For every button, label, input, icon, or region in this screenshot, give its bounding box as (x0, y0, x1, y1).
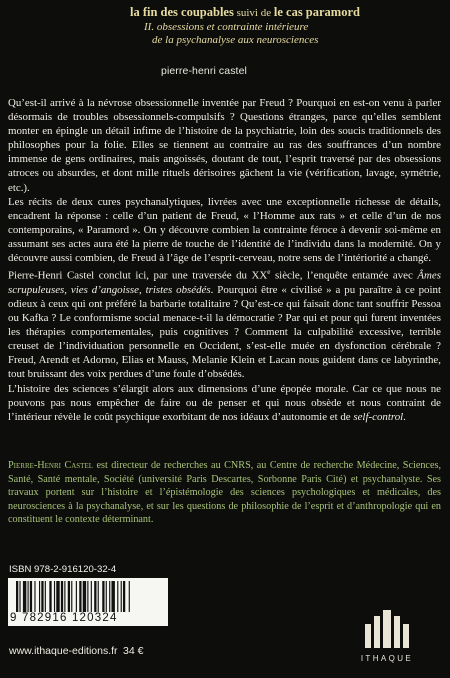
blurb-p4-text-b: . (403, 410, 406, 423)
blurb (8, 96, 441, 424)
bio-text: est directeur de recherches au CNRS, au Centre de recherche Médecine, Sciences, Santé, Santé mentale, Société (université Paris Descartes, Sorbonne Paris Cité) et psychanalyste. Ses travaux portent sur l’histoire et l’épistémologie des sciences psychologiques et médicales, des neurosciences à la psychanalyse, et sur les questions de philosophie de l’esprit et d’anthropologie qui en constituent le contexte déterminant. (8, 460, 441, 525)
blurb-p3-text-c: . Pourquoi être « civilisé » a pu paraître à ce point odieux à ceux qui ont préféré la barbarie totalitaire ? Qu’est-ce qui faisait donc tant souffrir Pessoa ou Kafka ? Le conformisme social menace-t-il la démocratie ? Par qui et pour qui furent inventées les thérapies comportementales, puis cognitives ? Comment la culpabilité excessive, terrible creuset de l’individuation personnelle en Occident, s’est-elle muée en dysfonction cérébrale ? Freud, Arendt et Adorno, Elias et Mauss, Melanie Klein et Lacan nous guident dans ce labyrinthe, tout bruissant des voix perdues d’une foule d’obsédés. (8, 283, 442, 381)
bio-paragraph (8, 459, 441, 527)
title-second: le cas paramord (273, 5, 360, 19)
price: 34 € (123, 645, 144, 657)
subtitle-line-1: II. obsessions et contrainte intérieure (144, 21, 309, 33)
isbn: ISBN 978-2-916120-32-4 (9, 564, 117, 575)
blurb-p3-text-a: Pierre-Henri Castel conclut ici, par une traversée du XX (8, 269, 268, 282)
barcode-digits: 9 782916 120324 (10, 612, 166, 624)
blurb-paragraph-2: Les récits de deux cures psychanalytiques, livrées avec une exceptionnelle richesse de détails, encadrent la réponse : celle d’un patient de Freud, « l’Homme aux rats » et celle d’un de nos contemporains, « Paramord ». On y découvre combien la contrainte féroce à devenir soi-même en assumant ses actes aura été la pierre de touche de l’identité de l’individu dans la modernité. On y découvre aussi combien, de Freud à l’âge de l’esprit-cerveau, notre sens de l’intériorité a changé. (8, 195, 441, 265)
barcode-bars (16, 581, 162, 615)
blurb-p4-text-a: L’histoire des sciences s’élargit alors aux dimensions d’une épopée morale. Car ce que nous ne pouvons pas nous empêcher de faire ou de penser et qui nous obsède et nous contraint de l’intérieur révèle le coût psychique exorbitant de nos idéaux d’autonomie et de (8, 382, 441, 423)
publisher-website: www.ithaque-editions.fr (9, 645, 118, 657)
century-superscript: e (267, 268, 271, 277)
title-block (130, 4, 430, 47)
blurb-paragraph-1: Qu’est-il arrivé à la névrose obsessionnelle inventée par Freud ? Pourquoi en est-on venu à parler désormais de troubles obsessionnels-compulsifs ? Questions étranges, parce qu’elles semblent monter en épingle un détail infime de l’histoire de la psychiatrie, loin des soucis traditionnels des philosophes pour la folie. Elles se tiennent au contraire au ras des souffrances d’un nombre immense de gens ordinaires, mais angoissés, doutant de tout, l’esprit traversé par des obsessions atroces ou absurdes, et dont mille rituels dérisoires gâchent la vie (vérification, lavage, symétrie, etc.). (8, 97, 441, 194)
blurb-p3-text-b: siècle, l’enquête entamée avec (270, 269, 418, 282)
bio-author-name: Pierre-Henri Castel (8, 460, 94, 471)
column-logo-icon (347, 604, 427, 652)
author-name: pierre-henri castel (161, 65, 247, 77)
publisher-logo (347, 604, 427, 668)
blurb-paragraph-4 (8, 382, 441, 424)
title-main: la fin des coupables (130, 5, 234, 19)
blurb-paragraph-3 (8, 265, 441, 381)
publisher-name: ITHAQUE (360, 654, 414, 663)
previous-book-title: Âmes scrupuleuses, vies d’angoisse, tristes obsédés (8, 269, 441, 296)
author-bio (8, 459, 441, 527)
self-control-term: self-control (353, 410, 404, 423)
title-connector: suivi de (233, 7, 274, 19)
barcode (8, 578, 168, 626)
subtitle-line-2: de la psychanalyse aux neurosciences (152, 34, 319, 46)
book-title (130, 4, 430, 21)
